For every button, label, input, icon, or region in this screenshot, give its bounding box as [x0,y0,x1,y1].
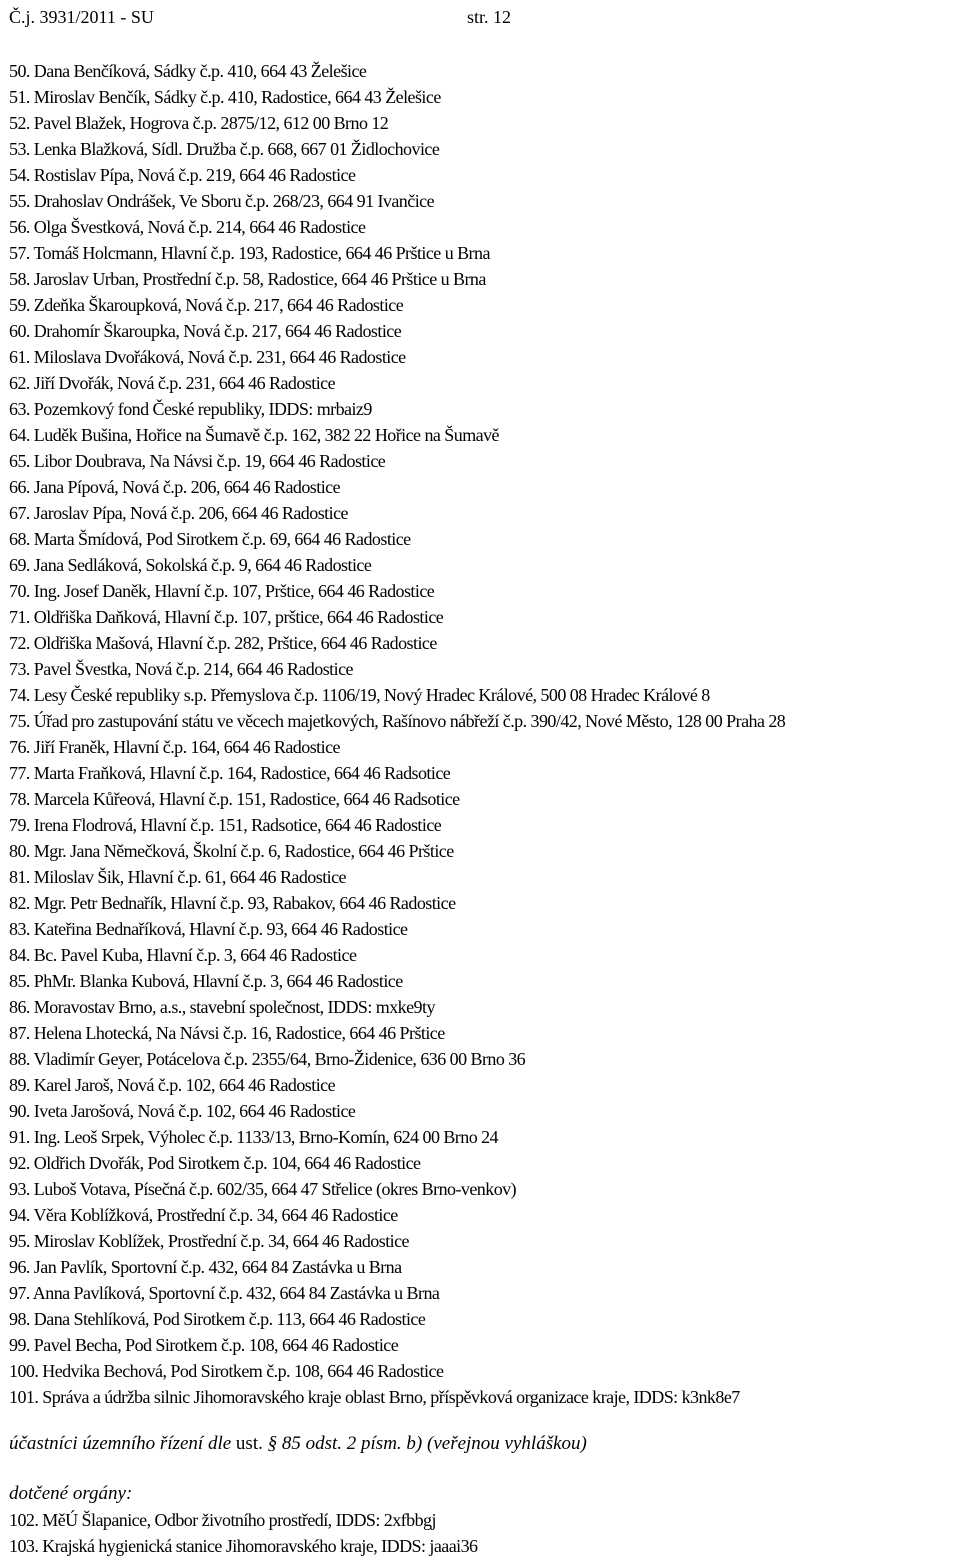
list-item: 73. Pavel Švestka, Nová č.p. 214, 664 46 Radostice [9,659,353,679]
list-item: 67. Jaroslav Pípa, Nová č.p. 206, 664 46 Radostice [9,503,348,523]
list-item: 69. Jana Sedláková, Sokolská č.p. 9, 664 46 Radostice [9,555,372,575]
list-item: 78. Marcela Kůřeová, Hlavní č.p. 151, Radostice, 664 46 Radsotice [9,789,460,809]
list-item: 72. Oldřiška Mašová, Hlavní č.p. 282, Prštice, 664 46 Radostice [9,633,437,653]
list-item: 96. Jan Pavlík, Sportovní č.p. 432, 664 84 Zastávka u Brna [9,1257,402,1277]
list-item: 102. MěÚ Šlapanice, Odbor životního prostředí, IDDS: 2xfbbgj [9,1510,436,1530]
list-item: 84. Bc. Pavel Kuba, Hlavní č.p. 3, 664 46 Radostice [9,945,357,965]
list-item: 95. Miroslav Koblížek, Prostřední č.p. 34, 664 46 Radostice [9,1231,409,1251]
list-item: 62. Jiří Dvořák, Nová č.p. 231, 664 46 Radostice [9,373,336,393]
list-item: 81. Miloslav Šik, Hlavní č.p. 61, 664 46 Radostice [9,867,346,887]
list-item: 50. Dana Benčíková, Sádky č.p. 410, 664 43 Želešice [9,61,367,81]
list-item: 75. Úřad pro zastupování státu ve věcech majetkových, Rašínovo nábřeží č.p. 390/42, Nové Město, 128 00 Praha 28 [9,711,786,731]
list-item: 85. PhMr. Blanka Kubová, Hlavní č.p. 3, 664 46 Radostice [9,971,403,991]
page-number: str. 12 [467,7,512,27]
list-item: 57. Tomáš Holcmann, Hlavní č.p. 193, Radostice, 664 46 Prštice u Brna [9,243,490,263]
list-item: 100. Hedvika Bechová, Pod Sirotkem č.p. 108, 664 46 Radostice [9,1361,444,1381]
list-item: 82. Mgr. Petr Bednařík, Hlavní č.p. 93, Rabakov, 664 46 Radostice [9,893,456,913]
list-item: 94. Věra Koblížková, Prostřední č.p. 34, 664 46 Radostice [9,1205,398,1225]
list-item: 98. Dana Stehlíková, Pod Sirotkem č.p. 113, 664 46 Radostice [9,1309,426,1329]
list-item: 97. Anna Pavlíková, Sportovní č.p. 432, 664 84 Zastávka u Brna [9,1283,440,1303]
list-item: 74. Lesy České republiky s.p. Přemyslova č.p. 1106/19, Nový Hradec Králové, 500 08 Hradec Králové 8 [9,685,710,705]
list-item: 61. Miloslava Dvořáková, Nová č.p. 231, 664 46 Radostice [9,347,406,367]
list-item: 68. Marta Šmídová, Pod Sirotkem č.p. 69, 664 46 Radostice [9,529,411,549]
list-item: 83. Kateřina Bednaříková, Hlavní č.p. 93, 664 46 Radostice [9,919,408,939]
list-item: 93. Luboš Votava, Písečná č.p. 602/35, 664 47 Střelice (okres Brno-venkov) [9,1179,517,1199]
list-item: 103. Krajská hygienická stanice Jihomoravského kraje, IDDS: jaaai36 [9,1536,478,1556]
list-item: 90. Iveta Jarošová, Nová č.p. 102, 664 46 Radostice [9,1101,356,1121]
list-item: 53. Lenka Blažková, Sídl. Družba č.p. 668, 667 01 Židlochovice [9,139,440,159]
list-item: 99. Pavel Becha, Pod Sirotkem č.p. 108, 664 46 Radostice [9,1335,399,1355]
list-item: 63. Pozemkový fond České republiky, IDDS: mrbaiz9 [9,399,372,419]
list-item: 79. Irena Flodrová, Hlavní č.p. 151, Radsotice, 664 46 Radostice [9,815,442,835]
list-item: 86. Moravostav Brno, a.s., stavební společnost, IDDS: mxke9ty [9,997,435,1017]
page-header [9,7,512,27]
list-item: 52. Pavel Blažek, Hogrova č.p. 2875/12, 612 00 Brno 12 [9,113,389,133]
organs-list [9,1507,959,1559]
list-item: 51. Miroslav Benčík, Sádky č.p. 410, Radostice, 664 43 Želešice [9,87,441,107]
list-item: 92. Oldřich Dvořák, Pod Sirotkem č.p. 104, 664 46 Radostice [9,1153,421,1173]
list-item: 65. Libor Doubrava, Na Návsi č.p. 19, 664 46 Radostice [9,451,386,471]
list-item: 87. Helena Lhotecká, Na Návsi č.p. 16, Radostice, 664 46 Prštice [9,1023,445,1043]
participants-label: účastníci územního řízení dle ust. § 85 odst. 2 písm. b) (veřejnou vyhláškou) [9,1433,587,1454]
list-item: 77. Marta Fraňková, Hlavní č.p. 164, Radostice, 664 46 Radsotice [9,763,451,783]
list-item: 80. Mgr. Jana Němečková, Školní č.p. 6, Radostice, 664 46 Prštice [9,841,454,861]
list-item: 91. Ing. Leoš Srpek, Výholec č.p. 1133/13, Brno-Komín, 624 00 Brno 24 [9,1127,498,1147]
list-item: 88. Vladimír Geyer, Potácelova č.p. 2355/64, Brno-Židenice, 636 00 Brno 36 [9,1049,526,1069]
list-item: 66. Jana Pípová, Nová č.p. 206, 664 46 Radostice [9,477,341,497]
case-number: Č.j. 3931/2011 - SU [9,7,154,27]
list-item: 55. Drahoslav Ondrášek, Ve Sboru č.p. 268/23, 664 91 Ivančice [9,191,435,211]
list-item: 101. Správa a údržba silnic Jihomoravského kraje oblast Brno, příspěvková organizace kraje, IDDS: k3nk8e7 [9,1387,740,1407]
recipient-list [9,58,959,1410]
list-item: 60. Drahomír Škaroupka, Nová č.p. 217, 664 46 Radostice [9,321,402,341]
list-item: 89. Karel Jaroš, Nová č.p. 102, 664 46 Radostice [9,1075,336,1095]
list-item: 71. Oldřiška Daňková, Hlavní č.p. 107, prštice, 664 46 Radostice [9,607,444,627]
list-item: 54. Rostislav Pípa, Nová č.p. 219, 664 46 Radostice [9,165,356,185]
list-item: 64. Luděk Bušina, Hořice na Šumavě č.p. 162, 382 22 Hořice na Šumavě [9,425,499,445]
list-item: 56. Olga Švestková, Nová č.p. 214, 664 46 Radostice [9,217,366,237]
organs-label: dotčené orgány: [9,1483,133,1504]
list-item: 76. Jiří Franěk, Hlavní č.p. 164, 664 46 Radostice [9,737,340,757]
list-item: 58. Jaroslav Urban, Prostřední č.p. 58, Radostice, 664 46 Prštice u Brna [9,269,486,289]
list-item: 59. Zdeňka Škaroupková, Nová č.p. 217, 664 46 Radostice [9,295,404,315]
list-item: 70. Ing. Josef Daněk, Hlavní č.p. 107, Prštice, 664 46 Radostice [9,581,435,601]
